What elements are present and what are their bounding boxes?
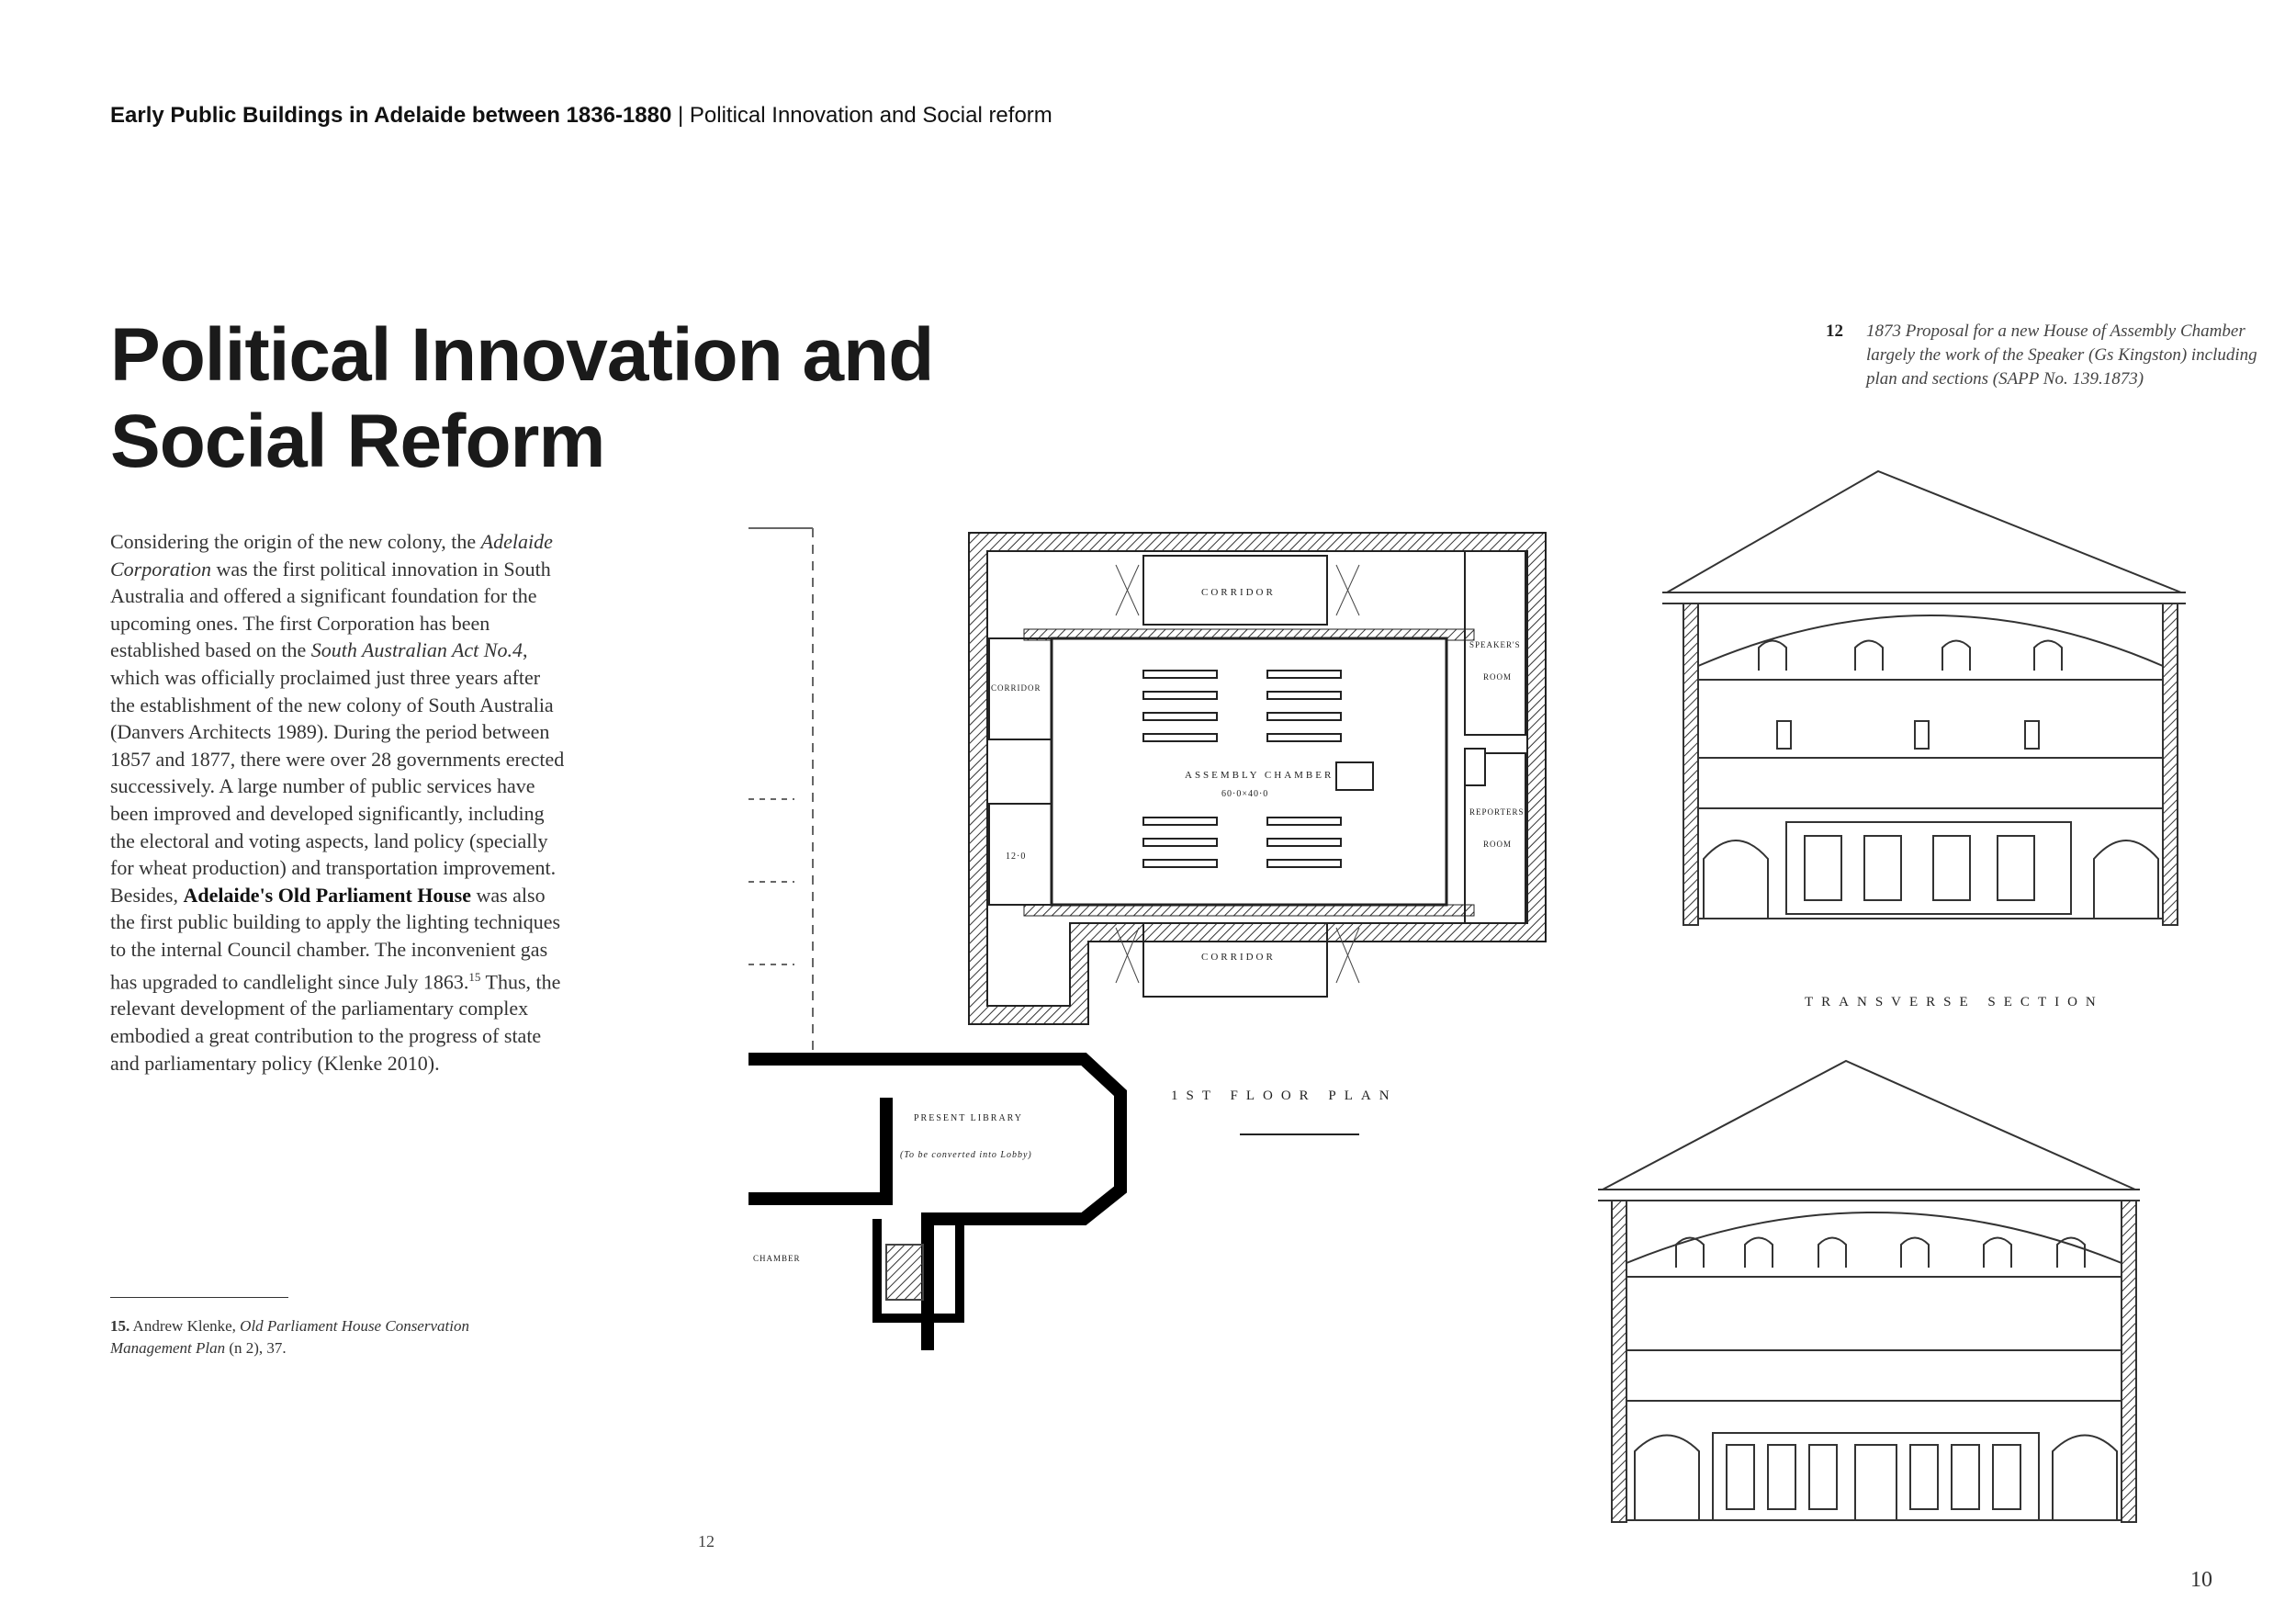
label-floor-plan: 1ST FLOOR PLAN	[1171, 1088, 1398, 1103]
body-emphasis-2: South Australian Act No.4	[310, 638, 523, 662]
title-line-1: Political Innovation and	[110, 313, 934, 397]
caption-text: 1873 Proposal for a new House of Assembly Chamber largely the work of the Speaker (Gs Kingston) including plan and sections (SAPP No. 139.1873)	[1866, 321, 2257, 389]
label-speakers-room: ROOM	[1483, 672, 1513, 682]
drawing-svg	[748, 455, 2200, 1529]
label-library: PRESENT LIBRARY	[914, 1113, 1023, 1123]
running-header	[110, 103, 1052, 129]
header-chapter-title: Political Innovation and Social reform	[689, 103, 1052, 128]
body-text-5: Thus, the relevant development of the parliamentary complex embodied a great contribution to the progress of state and parliamentary policy (Klenke 2010).	[110, 969, 561, 1075]
body-strong-1: Adelaide's Old Parliament House	[183, 883, 471, 907]
footnote-rule	[110, 1297, 288, 1298]
label-dim-left: 12·0	[1006, 851, 1027, 862]
header-book-title: Early Public Buildings in Adelaide between 1836-1880	[110, 103, 672, 128]
caption-number: 12	[1826, 321, 1843, 341]
label-corridor-top: CORRIDOR	[1201, 587, 1276, 598]
footnote-author: Andrew Klenke,	[129, 1317, 241, 1335]
body-emphasis-1: Adelaide Corporation	[110, 530, 553, 581]
floor-plan	[969, 533, 1546, 1024]
label-assembly-chamber: ASSEMBLY CHAMBER	[1185, 770, 1334, 781]
left-partial-wall	[748, 528, 813, 1052]
transverse-section-upper	[1662, 471, 2186, 925]
footnote-rest: (n 2), 37.	[225, 1339, 287, 1357]
label-library-note: (To be converted into Lobby)	[900, 1150, 1032, 1160]
label-reporters: REPORTERS'	[1469, 807, 1527, 817]
label-reporters-room: ROOM	[1483, 840, 1513, 849]
label-corridor-bottom: CORRIDOR	[1201, 952, 1276, 963]
footnote	[110, 1315, 542, 1359]
label-speakers: SPEAKER'S	[1469, 640, 1521, 649]
transverse-section-lower	[1598, 1061, 2140, 1522]
header-separator: |	[671, 103, 690, 128]
body-text-4: was also the first public building to apply the lighting techniques to the internal Council chamber. The inconvenient gas has upgraded to candlelight since July 1863.	[110, 883, 561, 993]
architectural-drawing	[748, 455, 2200, 1529]
label-assembly-dim: 60·0×40·0	[1221, 789, 1269, 799]
footnote-number: 15.	[110, 1317, 130, 1335]
title-line-2: Social Reform	[110, 400, 605, 483]
body-text-3: , which was officially proclaimed just three years after the establishment of the new colony of South Australia (Danvers Architects 1989). During the period between 1857 and 1877, there were over 28 governments erected successively. A large number of public services have been improved and developed significantly, including the electoral and voting aspects, land policy (specially for wheat production) and transportation improvement. Besides,	[110, 638, 565, 907]
body-text-1: Considering the origin of the new colony, the	[110, 530, 481, 553]
footnote-ref: 15	[468, 969, 481, 984]
body-text-2: was the first political innovation in South Australia and offered a significant foundation for the upcoming ones. The first Corporation has been established based on the	[110, 557, 551, 662]
figure-caption	[1826, 320, 2257, 391]
figure-page-number: 12	[698, 1532, 715, 1551]
label-transverse-section: TRANSVERSE SECTION	[1805, 995, 2104, 1009]
footnote-title: Old Parliament House Conservation Management Plan	[110, 1317, 469, 1357]
page-number: 10	[2190, 1568, 2212, 1592]
label-chamber: CHAMBER	[753, 1254, 801, 1263]
label-corridor-left: CORRIDOR	[991, 683, 1041, 693]
present-library-plan	[748, 1059, 1120, 1350]
body-paragraph	[110, 528, 569, 1077]
